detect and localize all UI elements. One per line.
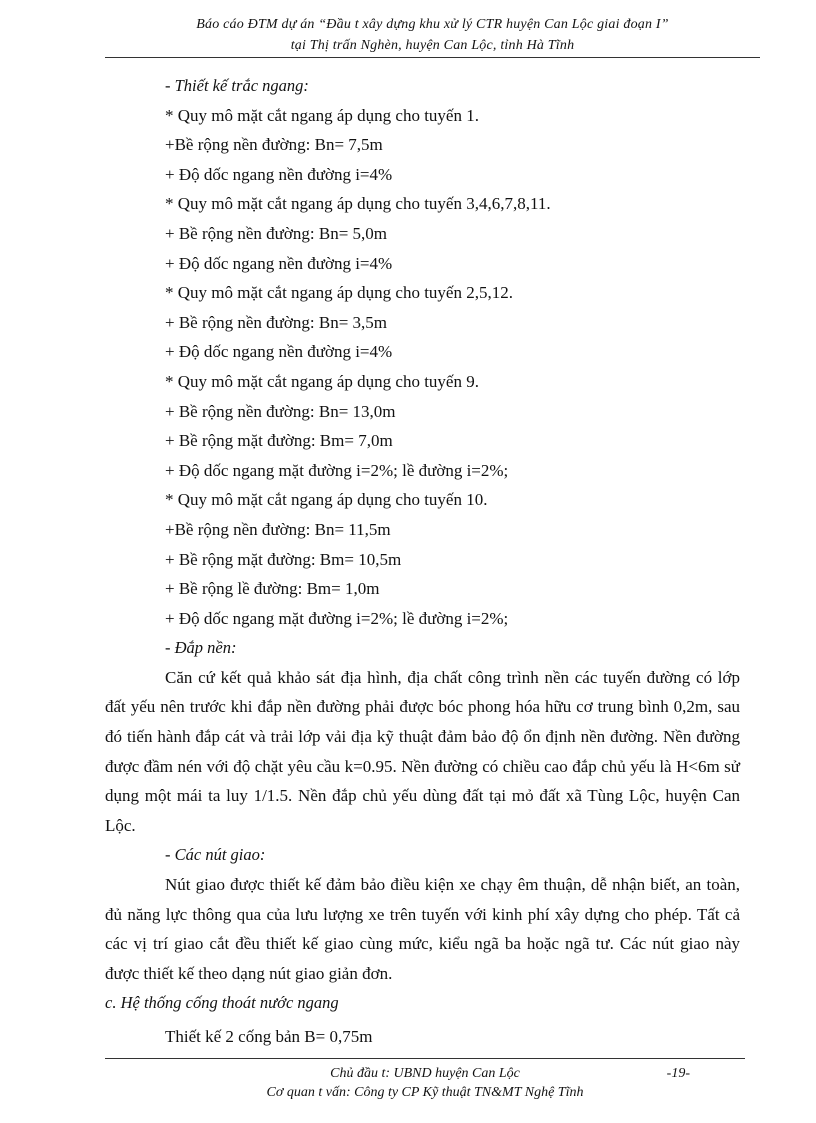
section-fill: - Đắp nền: [165,638,237,658]
spec-line: + Độ dốc ngang nền đường i=4% [165,164,393,184]
drainage-line: Thiết kế 2 cống bản B= 0,75m [165,1027,373,1046]
footer-owner-row [105,1064,745,1083]
spec-line: + Bề rộng mặt đường: Bm= 10,5m [165,549,402,569]
spec-line: + Bề rộng mặt đường: Bm= 7,0m [165,431,393,451]
spec-line: + Độ dốc ngang nền đường i=4% [165,253,393,273]
header-divider [105,57,760,58]
paragraph-fill: Căn cứ kết quả khảo sát địa hình, địa chất công trình nền các tuyến đường có lớp đất yếu nên trước khi đắp nền đường phải được bóc phong hóa hữu cơ trung bình 0,2m, sau đó tiến hành đắp cát và trải lớp vải địa kỹ thuật đảm bảo độ ổn định nền đường. Nền đường được đầm nén với độ chặt yêu cầu k=0.95. Nền đường có chiều cao đắp chủ yếu là H<6m sử dụng một mái ta luy 1/1.5. Nền đắp chủ yếu dùng đất tại mỏ đất xã Tùng Lộc, huyện Can Lộc. [105,667,740,835]
page-footer [105,1064,745,1102]
spec-line: + Bề rộng nền đường: Bn= 5,0m [165,223,388,243]
footer-divider [105,1058,745,1059]
document-body [105,71,740,1052]
spec-line: + Độ dốc ngang mặt đường i=2%; lề đường i=2%; [165,608,509,628]
spec-line: * Quy mô mặt cắt ngang áp dụng cho tuyến 3,4,6,7,8,11. [165,194,551,214]
spec-line: * Quy mô mặt cắt ngang áp dụng cho tuyến 1. [165,105,479,125]
spec-line: * Quy mô mặt cắt ngang áp dụng cho tuyến 9. [165,371,479,391]
spec-line: * Quy mô mặt cắt ngang áp dụng cho tuyến 2,5,12. [165,283,513,303]
spec-line: +Bề rộng nền đường: Bn= 11,5m [165,519,391,539]
footer-consultant: Cơ quan t vấn: Công ty CP Kỹ thuật TN&MT Nghệ Tĩnh [266,1085,584,1100]
spec-line: + Bề rộng nền đường: Bn= 3,5m [165,312,388,332]
section-cross-section: - Thiết kế trắc ngang: [165,76,309,95]
spec-line: + Bề rộng nền đường: Bn= 13,0m [165,401,396,421]
page-header [105,14,760,56]
section-junctions: - Các nút giao: [165,845,266,865]
spec-line: +Bề rộng nền đường: Bn= 7,5m [165,135,383,155]
header-location-line: tại Thị trấn Nghèn, huyện Can Lộc, tỉnh Hà Tĩnh [290,38,575,53]
spec-line: + Bề rộng lề đường: Bm= 1,0m [165,579,380,599]
footer-owner: Chủ đầu t: UBND huyện Can Lộc [330,1066,520,1081]
spec-line: + Độ dốc ngang mặt đường i=2%; lề đường i=2%; [165,460,509,480]
paragraph-junctions: Nút giao được thiết kế đảm bảo điều kiện xe chạy êm thuận, dễ nhận biết, an toàn, đủ năng lực thông qua của lưu lượng xe trên tuyến với kinh phí xây dựng cho phép. Tất cả các vị trí giao cắt đều thiết kế giao cùng mức, kiểu ngã ba hoặc ngã tư. Các nút giao này được thiết kế theo dạng nút giao giản đơn. [105,875,740,983]
heading-drainage: c. Hệ thống cống thoát nước ngang [105,993,339,1013]
spec-line: * Quy mô mặt cắt ngang áp dụng cho tuyến 10. [165,490,488,510]
page-number: -19- [666,1066,690,1081]
spec-line: + Độ dốc ngang nền đường i=4% [165,342,393,362]
header-title-line: Báo cáo ĐTM dự án “Đầu t xây dựng khu xử lý CTR huyện Can Lộc giai đoạn I” [196,17,669,32]
